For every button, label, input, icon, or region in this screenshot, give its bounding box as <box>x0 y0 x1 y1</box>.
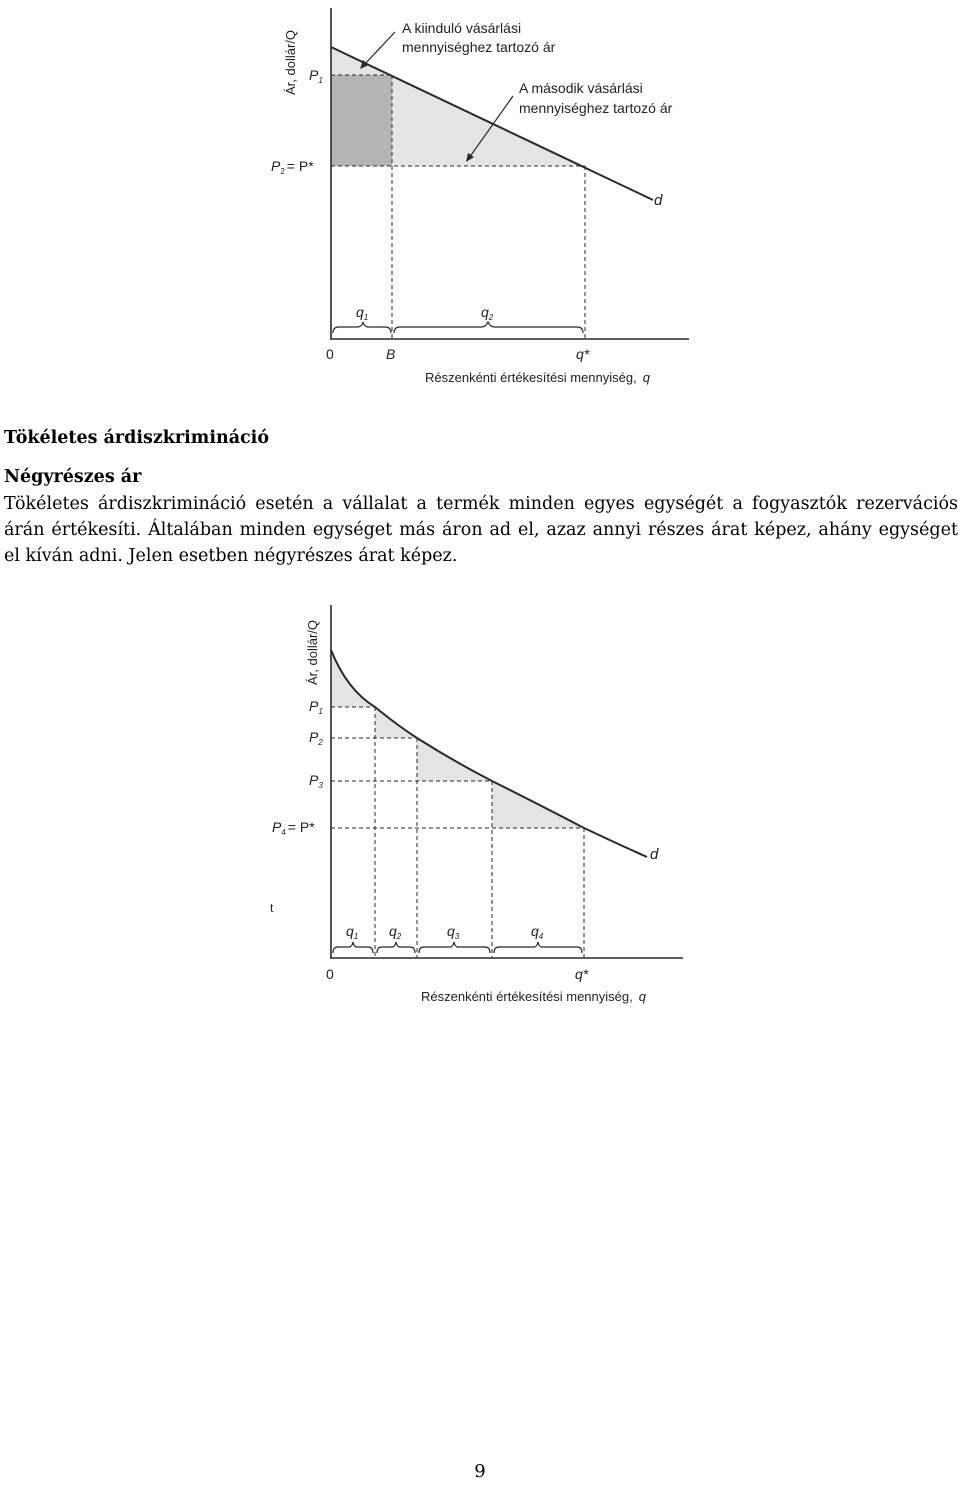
guide-lines <box>331 707 584 958</box>
q1-brace <box>333 942 373 953</box>
y-axis-label: Ár, dollár/Q <box>305 619 320 685</box>
p1-label: $P_1$ <box>309 67 323 85</box>
q2-brace <box>394 322 583 333</box>
q1-label: $q_1$ <box>356 304 369 322</box>
x-axis-label: Részenkénti értékesítési mennyiség, q <box>421 989 646 1004</box>
q4-brace <box>494 942 582 953</box>
x-origin-label: 0 <box>326 966 334 982</box>
x-qstar-label: q* <box>575 966 589 982</box>
x-origin-label: 0 <box>326 346 334 362</box>
annotation1-arrow <box>363 32 395 66</box>
p2-label: $P_2$ <box>309 729 323 747</box>
y-axis-label: Ár, dollár/Q <box>283 29 298 95</box>
demand-label: d <box>650 846 659 863</box>
demand-curve <box>331 650 647 857</box>
q1-label: $q_1$ <box>346 923 359 941</box>
q3-label: $q_3$ <box>447 923 460 941</box>
p3-label: $P_3$ <box>309 772 323 790</box>
page-number: 9 <box>474 1461 486 1482</box>
annotation1-line2: mennyiséghez tartozó ár <box>402 39 556 55</box>
x-b-label: B <box>386 346 396 362</box>
annotation2-line1: A második vásárlási <box>519 80 643 96</box>
p2-label: $P_2 = P*$ <box>271 158 314 176</box>
annotation2-line2: mennyiséghez tartozó ár <box>519 100 673 116</box>
p1-label: $P_1$ <box>309 698 323 716</box>
figure-two-part-price <box>255 0 715 395</box>
section-title: Tökéletes árdiszkrimináció <box>4 428 270 448</box>
q3-brace <box>419 942 490 953</box>
q2-label: $q_2$ <box>481 304 494 322</box>
q2-label: $q_2$ <box>389 923 402 941</box>
annotation1-line1: A kiinduló vásárlási <box>402 20 522 36</box>
figure2-svg <box>255 595 715 1010</box>
q1-revenue-area <box>331 75 392 166</box>
subsection-title: Négyrészes ár <box>4 467 142 487</box>
q2-brace <box>377 942 415 953</box>
surplus-area-1 <box>331 650 375 707</box>
x-axis-label: Részenkénti értékesítési mennyiség, q <box>425 370 650 385</box>
figure1-svg <box>255 0 715 395</box>
figure-four-part-price <box>255 595 715 1010</box>
stray-mark: t <box>270 901 274 915</box>
q1-brace <box>333 322 391 333</box>
q4-label: $q_4$ <box>531 923 544 941</box>
x-qstar-label: q* <box>576 346 590 362</box>
demand-label: d <box>654 192 663 209</box>
body-paragraph: Tökéletes árdiszkrimináció esetén a vállalat a termék minden egyes egységét a fogyasztók rezervációs árán értékesíti. Általában minden egységet más áron ad el, azaz annyi részes árat képez, ahány egységet el kíván adni. Jelen esetben négyrészes árat képez. <box>4 494 958 566</box>
p4-label: $P_4 = P*$ <box>272 819 315 837</box>
